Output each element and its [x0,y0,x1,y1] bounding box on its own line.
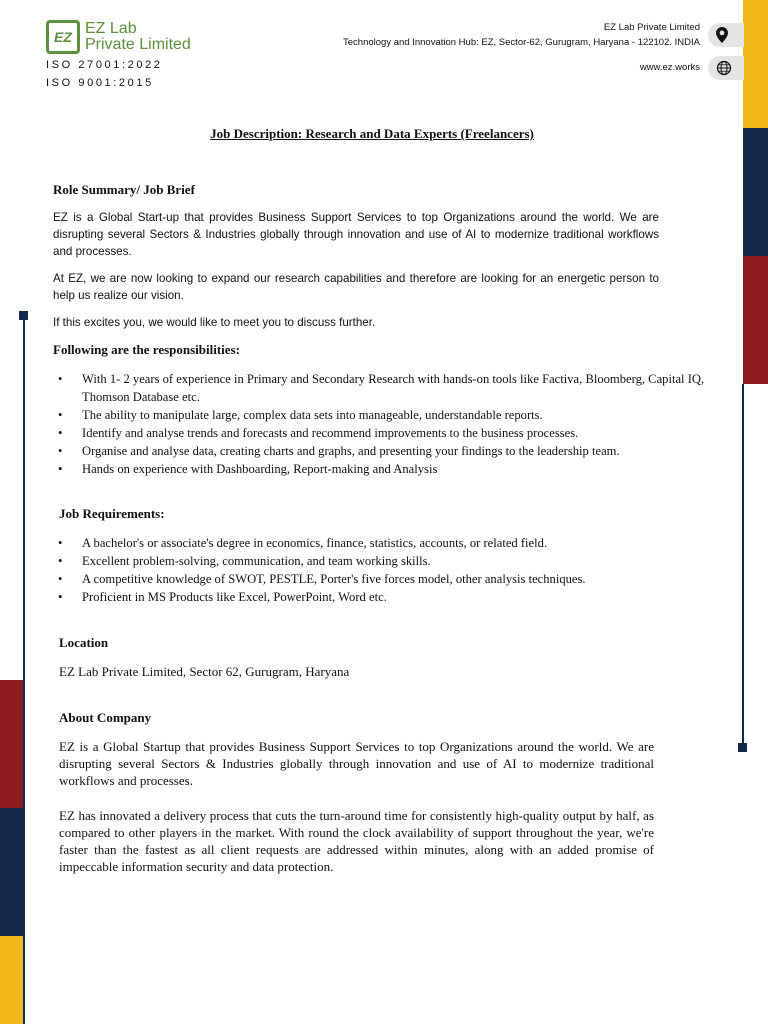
responsibilities-list [53,370,723,478]
left-divider-line [23,317,25,1024]
requirements-heading: Job Requirements: [59,506,165,521]
iso-certification-2: ISO 9001:2015 [46,77,154,89]
role-summary-paragraph-1: EZ is a Global Start-up that provides Business Support Services to top Organizations around the world. We are disrupting several Sectors & Industries globally through innovation and use of AI to modernize traditional workflows and processes. [53,211,659,258]
logo-wordmark [85,21,191,53]
document-title: Job Description: Research and Data Experts (Freelancers) [210,126,534,141]
right-divider-marker [738,743,747,752]
about-company-heading: About Company [59,710,152,725]
accent-bar-yellow-top [743,0,768,128]
list-item: • Hands on experience with Dashboarding, Report-making and Analysis [53,460,723,478]
website-pill [708,56,744,80]
right-divider-line [742,384,744,746]
requirements-list [53,534,673,606]
accent-bar-maroon-top [743,256,768,384]
list-item: • A competitive knowledge of SWOT, PESTLE, Porter's five forces model, other analysis techniques. [53,570,673,588]
responsibilities-heading: Following are the responsibilities: [53,342,240,357]
location-pill [708,23,744,47]
location-heading: Location [59,635,109,650]
header-website[interactable]: www.ez.works [639,62,700,73]
company-logo [46,20,191,54]
list-item: • Excellent problem-solving, communication, and team working skills. [53,552,673,570]
header-company-name: EZ Lab Private Limited [603,22,700,33]
role-summary-paragraph-3: If this excites you, we would like to meet you to discuss further. [53,316,376,329]
logo-line-2: Private Limited [85,36,191,53]
accent-bar-navy-top [743,128,768,256]
role-summary-heading: Role Summary/ Job Brief [53,182,195,197]
list-item: • The ability to manipulate large, complex data sets into manageable, understandable reports. [53,406,723,424]
list-item: • Identify and analyse trends and forecasts and recommend improvements to the business processes. [53,424,723,442]
list-item: • A bachelor's or associate's degree in economics, finance, statistics, accounts, or related field. [53,534,673,552]
role-summary-paragraph-2: At EZ, we are now looking to expand our research capabilities and therefore are looking for an energetic person to help us realize our vision. [53,272,659,302]
list-item: • With 1- 2 years of experience in Primary and Secondary Research with hands-on tools like Factiva, Bloomberg, Capital IQ, Thomson Database etc. [53,370,723,406]
about-company-paragraph-2: EZ has innovated a delivery process that cuts the turn-around time for consistently high-quality output by half, as compared to other players in the market. With round the clock availability of support throughout the year, we're faster than the fastest as all client requests are addressed within minutes, along with an added promise of impeccable information security and data protection. [59,808,654,874]
accent-bar-yellow-bottom [0,936,25,1024]
location-pin-icon [716,27,728,43]
globe-icon [716,60,732,76]
list-item: • Organise and analyse data, creating charts and graphs, and presenting your findings to the leadership team. [53,442,723,460]
list-item: • Proficient in MS Products like Excel, PowerPoint, Word etc. [53,588,673,606]
about-company-paragraph-1: EZ is a Global Startup that provides Business Support Services to top Organizations around the world. We are disrupting several Sectors & Industries globally through innovation and use of AI to modernize traditional workflows and processes. [59,739,654,788]
location-text: EZ Lab Private Limited, Sector 62, Gurugram, Haryana [59,664,350,679]
logo-mark: EZ [46,20,80,54]
left-divider-marker [19,311,28,320]
accent-bar-navy-bottom [0,808,25,936]
accent-bar-maroon-bottom [0,680,25,808]
iso-certification-1: ISO 27001:2022 [46,59,163,71]
logo-line-1: EZ Lab [85,20,137,37]
header-address: Technology and Innovation Hub: EZ, Sector-62, Gurugram, Haryana - 122102. INDIA [343,37,700,48]
